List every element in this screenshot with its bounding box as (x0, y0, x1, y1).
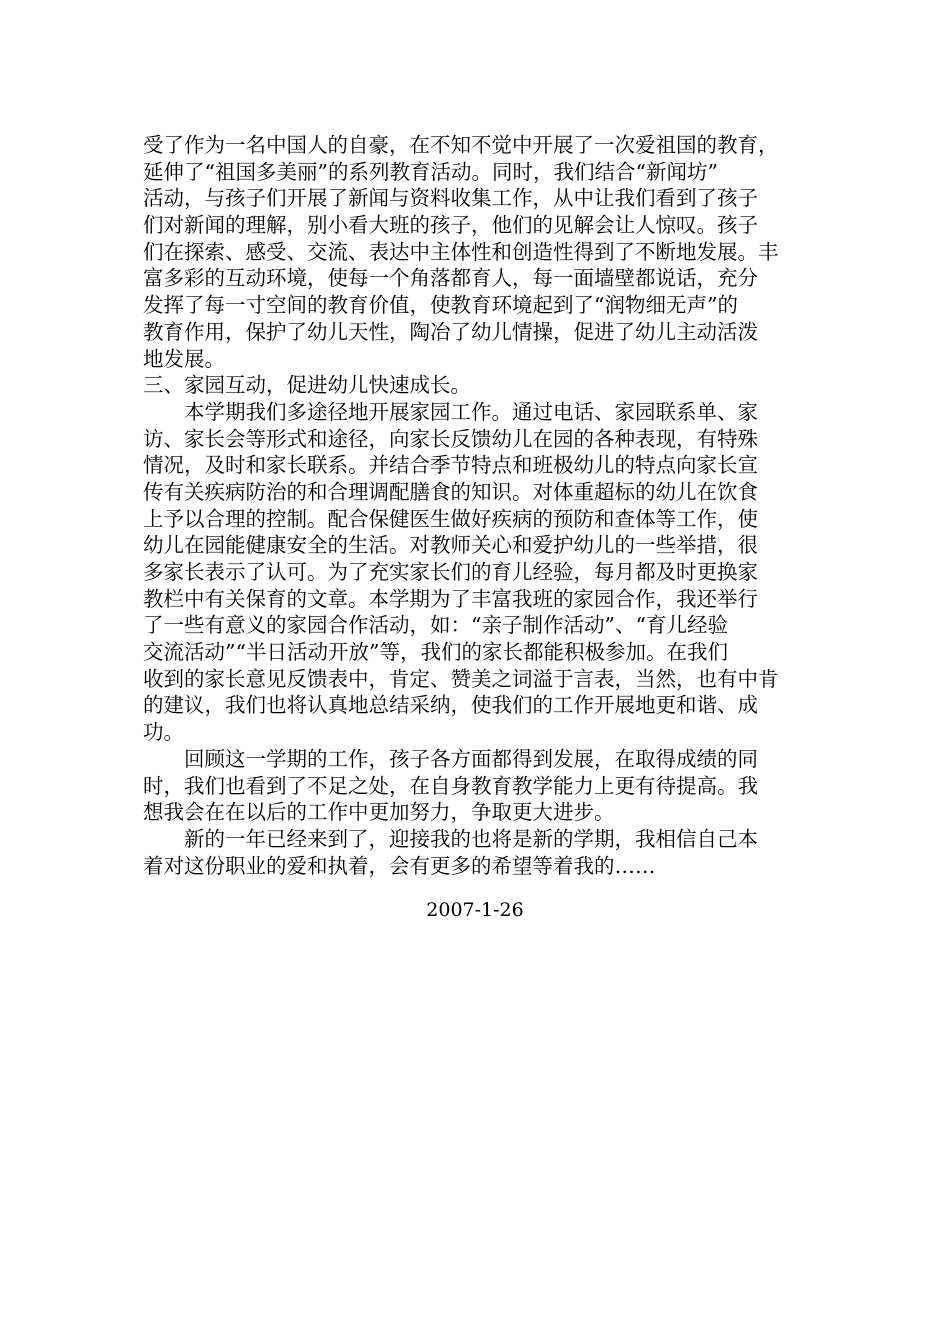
text-line: 多家长表示了认可。为了充实家长们的育儿经验，每月都及时更换家 (143, 560, 758, 584)
body-text (143, 132, 811, 879)
text-line: 功。 (143, 720, 184, 745)
text-line: 收到的家长意见反馈表中，肯定、赞美之词溢于言表，当然，也有中肯 (143, 666, 779, 691)
text-line: 教栏中有关保育的文章。本学期为了丰富我班的家园合作，我还举行 (143, 586, 758, 611)
text-line: 时，我们也看到了不足之处，在自身教育教学能力上更有待提高。我 (143, 773, 758, 798)
text-line: 地发展。 (143, 346, 225, 371)
section-heading: 三、家园互动，促进幼儿快速成长。 (143, 373, 471, 398)
text-line: 幼儿在园能健康安全的生活。对教师关心和爱护幼儿的一些举措，很 (143, 533, 758, 558)
text-line: 访、家长会等形式和途径，向家长反馈幼儿在园的各种表现，有特殊 (143, 426, 758, 451)
text-line: 上予以合理的控制。配合保健医生做好疾病的预防和查体等工作，使 (143, 506, 758, 531)
text-line: 想我会在在以后的工作中更加努力，争取更大进步。 (143, 800, 615, 825)
text-line: 们在探索、感受、交流、表达中主体性和创造性得到了不断地发展。丰 (143, 239, 779, 264)
text-line: 发挥了每一寸空间的教育价值，使教育环境起到了“润物细无声”的 (143, 293, 738, 318)
text-line: 新的一年已经来到了，迎接我的也将是新的学期，我相信自己本 (143, 826, 758, 851)
text-line: 着对这份职业的爱和执着，会有更多的希望等着我的…… (143, 853, 656, 878)
text-line: 情况，及时和家长联系。并结合季节特点和班极幼儿的特点向家长宣 (143, 453, 758, 478)
text-line: 的建议，我们也将认真地总结采纳，使我们的工作开展地更和谐、成 (143, 693, 758, 718)
text-line: 延伸了“祖国多美丽”的系列教育活动。同时，我们结合“新闻坊” (143, 159, 718, 184)
text-line: 回顾这一学期的工作，孩子各方面都得到发展，在取得成绩的同 (143, 746, 758, 771)
text-line: 们对新闻的理解，别小看大班的孩子，他们的见解会让人惊叹。孩子 (143, 213, 758, 238)
text-line: 本学期我们多途径地开展家园工作。通过电话、家园联系单、家 (143, 399, 758, 424)
text-line: 了一些有意义的家园合作活动，如：“亲子制作活动”、“育儿经验 (143, 613, 728, 638)
text-line: 受了作为一名中国人的自豪，在不知不觉中开展了一次爱祖国的教育， (143, 133, 779, 157)
text-line: 活动，与孩子们开展了新闻与资料收集工作，从中让我们看到了孩子 (143, 186, 758, 211)
text-line: 富多彩的互动环境，使每一个角落都育人，每一面墙壁都说话，充分 (143, 266, 758, 291)
document-date: 2007-1-26 (426, 899, 524, 921)
text-line: 交流活动”“半日活动开放”等，我们的家长都能积极参加。在我们 (143, 640, 728, 665)
text-line: 传有关疾病防治的和合理调配膳食的知识。对体重超标的幼儿在饮食 (143, 479, 758, 504)
text-line: 教育作用，保护了幼儿天性，陶冶了幼儿情操，促进了幼儿主动活泼 (143, 319, 758, 344)
